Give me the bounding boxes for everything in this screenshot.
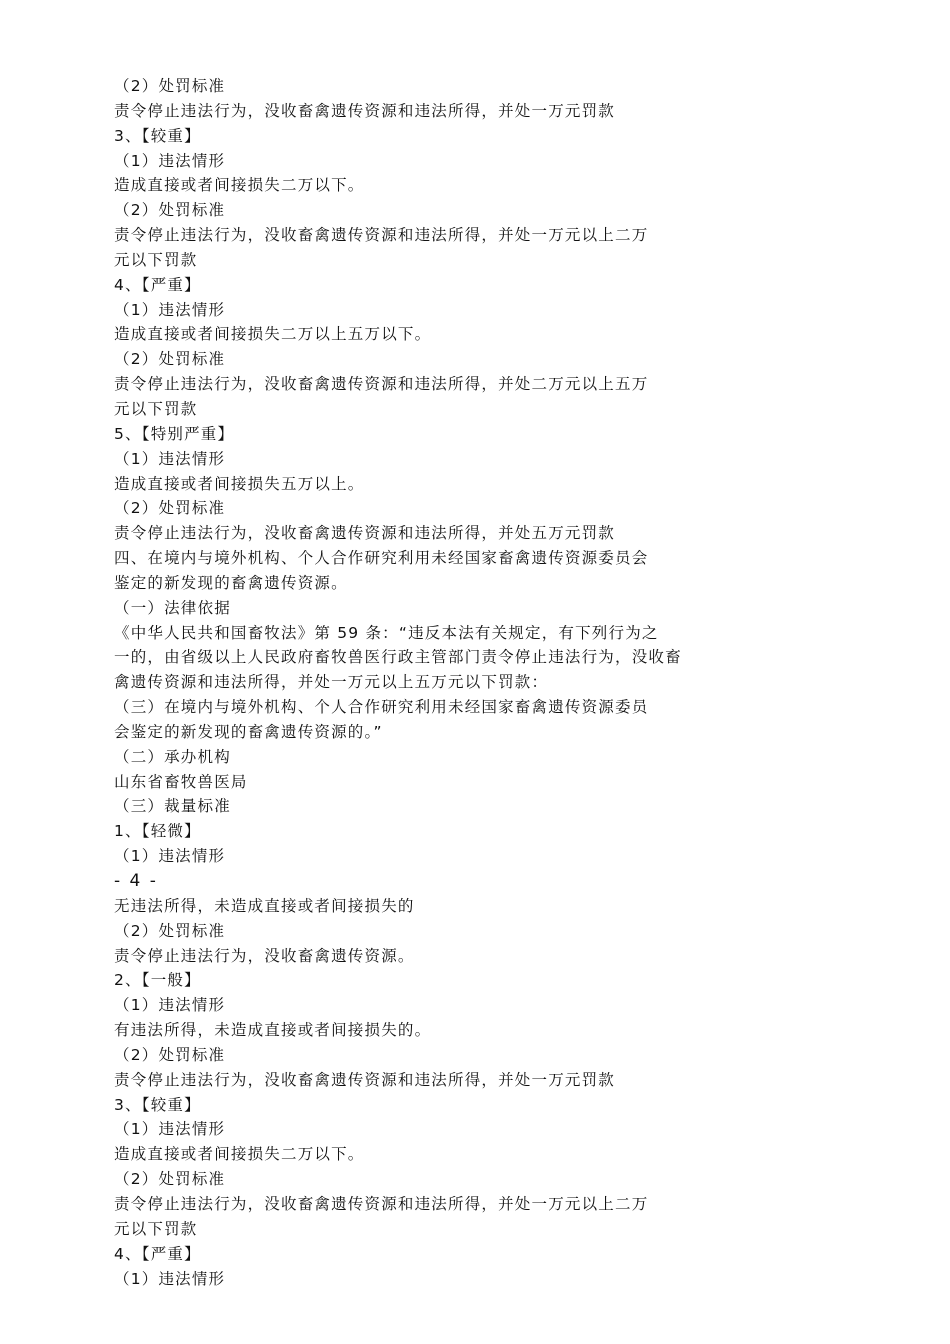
text-line: （一）法律依据 bbox=[114, 598, 231, 617]
text-line: 造成直接或者间接损失二万以上五万以下。 bbox=[114, 325, 432, 344]
text-line: 禽遗传资源和违法所得，并处一万元以上五万元以下罚款： bbox=[114, 673, 549, 692]
text-line: （2）处罚标准 bbox=[114, 499, 226, 518]
text-line: （1）违法情形 bbox=[114, 300, 226, 319]
text-line: 责令停止违法行为，没收畜禽遗传资源和违法所得，并处一万元以上二万 bbox=[114, 226, 649, 245]
text-line: 元以下罚款 bbox=[114, 250, 198, 269]
text-line: （1）违法情形 bbox=[114, 1120, 226, 1139]
text-line: 责令停止违法行为，没收畜禽遗传资源和违法所得，并处一万元以上二万 bbox=[114, 1194, 649, 1213]
text-line: 有违法所得，未造成直接或者间接损失的。 bbox=[114, 1021, 432, 1040]
text-line: （1）违法情形 bbox=[114, 1269, 226, 1288]
section-heading: 3、【较重】 bbox=[114, 1095, 201, 1114]
text-line: 一的，由省级以上人民政府畜牧兽医行政主管部门责令停止违法行为，没收畜 bbox=[114, 648, 682, 667]
text-line: （2）处罚标准 bbox=[114, 77, 226, 95]
section-heading: 鉴定的新发现的畜禽遗传资源。 bbox=[114, 573, 348, 592]
text-line: 责令停止违法行为，没收畜禽遗传资源和违法所得，并处一万元罚款 bbox=[114, 101, 616, 120]
text-line: 责令停止违法行为，没收畜禽遗传资源和违法所得，并处二万元以上五万 bbox=[114, 375, 649, 394]
section-heading: 4、【严重】 bbox=[114, 275, 201, 294]
text-line: 责令停止违法行为，没收畜禽遗传资源和违法所得，并处一万元罚款 bbox=[114, 1070, 616, 1089]
text-line: （2）处罚标准 bbox=[114, 201, 226, 220]
text-line: 无违法所得，未造成直接或者间接损失的 bbox=[114, 896, 415, 915]
text-line: （1）违法情形 bbox=[114, 449, 226, 468]
section-heading: 5、【特别严重】 bbox=[114, 424, 235, 443]
text-line: 《中华人民共和国畜牧法》第 59 条：“违反本法有关规定，有下列行为之 bbox=[114, 623, 659, 642]
page-number: - 4 - bbox=[114, 871, 158, 891]
text-line: 责令停止违法行为，没收畜禽遗传资源和违法所得，并处五万元罚款 bbox=[114, 524, 616, 543]
text-line: （2）处罚标准 bbox=[114, 350, 226, 369]
text-line: （1）违法情形 bbox=[114, 847, 226, 866]
section-heading: 4、【严重】 bbox=[114, 1244, 201, 1263]
section-heading: 2、【一般】 bbox=[114, 971, 201, 990]
text-line: （二）承办机构 bbox=[114, 747, 231, 766]
text-line: （2）处罚标准 bbox=[114, 1170, 226, 1189]
section-heading: 四、在境内与境外机构、个人合作研究利用未经国家畜禽遗传资源委员会 bbox=[114, 549, 649, 568]
text-line: （2）处罚标准 bbox=[114, 1045, 226, 1064]
text-line: （三）在境内与境外机构、个人合作研究利用未经国家畜禽遗传资源委员 bbox=[114, 698, 649, 717]
text-line: （1）违法情形 bbox=[114, 996, 226, 1015]
section-heading: 1、【轻微】 bbox=[114, 822, 201, 841]
text-line: 元以下罚款 bbox=[114, 1219, 198, 1238]
text-line: 元以下罚款 bbox=[114, 399, 198, 418]
text-line: 造成直接或者间接损失五万以上。 bbox=[114, 474, 365, 493]
section-heading: 3、【较重】 bbox=[114, 126, 201, 145]
text-line: 造成直接或者间接损失二万以下。 bbox=[114, 1145, 365, 1164]
text-line: 责令停止违法行为，没收畜禽遗传资源。 bbox=[114, 946, 415, 965]
text-line: 山东省畜牧兽医局 bbox=[114, 772, 248, 791]
document-body bbox=[114, 74, 754, 1291]
text-line: 造成直接或者间接损失二万以下。 bbox=[114, 176, 365, 195]
text-line: （1）违法情形 bbox=[114, 151, 226, 170]
text-line: （2）处罚标准 bbox=[114, 921, 226, 940]
text-line: （三）裁量标准 bbox=[114, 797, 231, 816]
text-line: 会鉴定的新发现的畜禽遗传资源的。” bbox=[114, 722, 383, 741]
